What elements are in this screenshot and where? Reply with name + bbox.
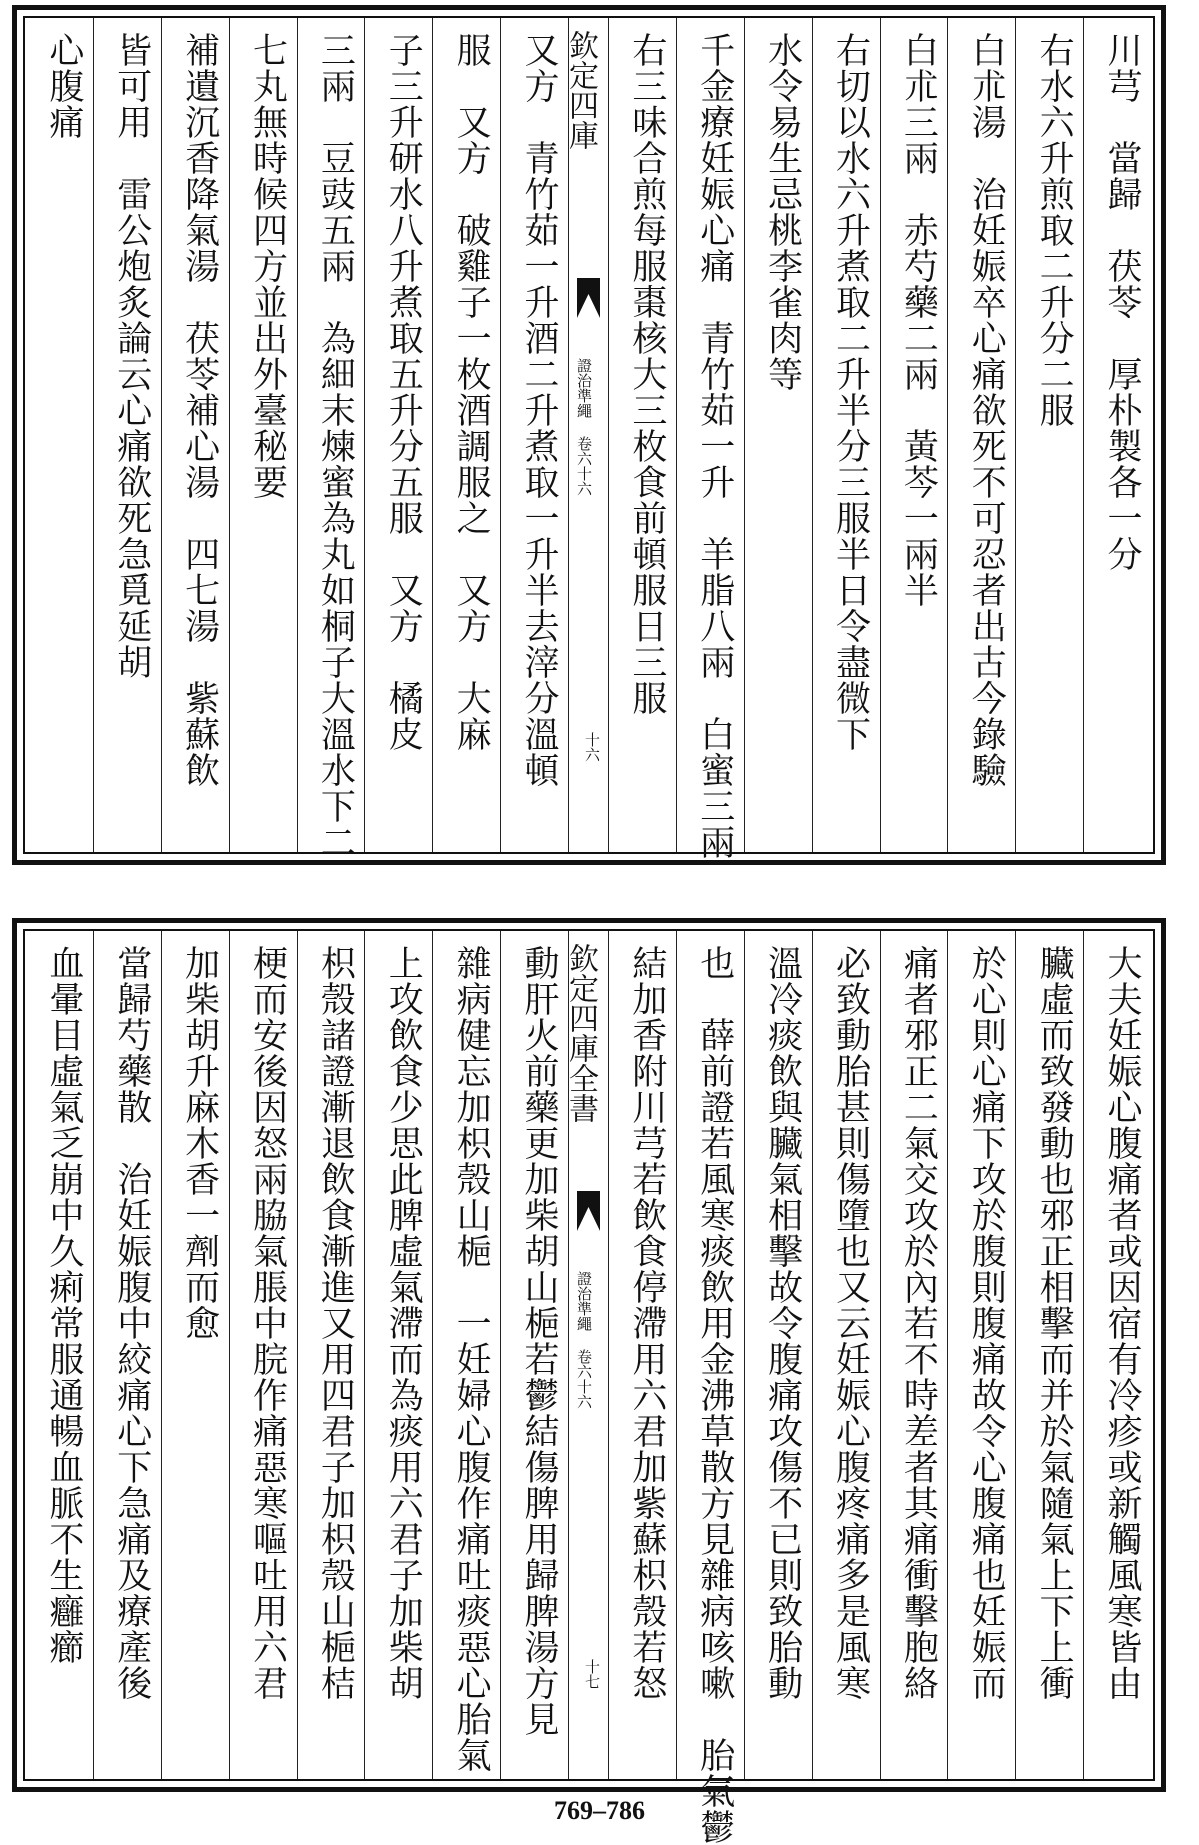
column-text: 右切以水六升煮取二升半分三服半日令盡微下 <box>830 32 871 752</box>
page-top-text-area <box>23 16 1155 860</box>
folio-number: 769–786 <box>554 1796 645 1825</box>
column-text: 補遺沉香降氣湯 茯苓補心湯 四七湯 紫蘇飲 <box>179 32 220 788</box>
column-text: 痛者邪正二氣交攻於內若不時差者其痛衝擊胞絡 <box>898 945 939 1701</box>
column-text: 心腹痛 <box>43 32 84 140</box>
text-column <box>432 931 500 1779</box>
column-text: 水令易生忌桃李雀肉等 <box>762 32 803 392</box>
text-column <box>880 931 948 1779</box>
header-title: 欽定四庫 <box>563 30 598 150</box>
column-text: 梗而安後因怒兩脇氣脹中脘作痛惡寒嘔吐用六君 <box>247 945 288 1701</box>
text-column <box>608 18 676 852</box>
text-column <box>161 931 229 1779</box>
text-column <box>812 931 880 1779</box>
header-page-number: 十七 <box>583 1659 601 1689</box>
column-text: 當歸芍藥散 治妊娠腹中絞痛心下急痛及療產後 <box>111 945 152 1701</box>
column-text: 子三升研水八升煮取五升分五服 又方 橘皮 <box>383 32 424 752</box>
text-column <box>744 931 812 1779</box>
header-title: 欽定四庫全書 <box>563 943 598 1123</box>
header-book-volume: 證治準繩 卷六十六 <box>575 1271 593 1409</box>
text-column <box>432 18 500 852</box>
column-text: 枳殼諸證漸退飲食漸進又用四君子加枳殼山梔桔 <box>315 945 356 1701</box>
text-column <box>744 18 812 852</box>
column-text: 上攻飲食少思此脾虛氣滯而為痰用六君子加柴胡 <box>383 945 424 1701</box>
center-fold-header <box>563 18 608 852</box>
column-text: 千金療妊娠心痛 青竹茹一升 羊脂八兩 白蜜三兩 <box>694 32 735 860</box>
column-text: 七丸無時候四方並出外臺秘要 <box>247 32 288 500</box>
text-column <box>364 931 432 1779</box>
text-column <box>25 931 93 1779</box>
text-column <box>93 18 161 852</box>
column-text: 於心則心痛下攻於腹則腹痛故令心腹痛也妊娠而 <box>966 945 1007 1701</box>
column-text: 右三味合煎每服棗核大三枚食前頓服日三服 <box>626 32 667 716</box>
text-column <box>297 18 365 860</box>
column-text: 又方 青竹茹一升酒二升煮取一升半去滓分溫頓 <box>519 32 559 788</box>
text-column <box>229 931 297 1779</box>
column-text: 溫冷痰飲與臟氣相擊故令腹痛攻傷不已則致胎動 <box>762 945 803 1701</box>
column-text: 白朮三兩 赤芍藥二兩 黃芩一兩半 <box>898 32 939 608</box>
text-column <box>229 18 297 852</box>
header-page-number: 十六 <box>583 732 601 762</box>
header-book-volume: 證治準繩 卷六十六 <box>575 358 593 496</box>
page-top <box>12 5 1166 865</box>
column-text: 雜病健忘加枳殼山梔 一妊婦心腹作痛吐痰惡心胎氣 <box>451 945 492 1773</box>
text-column <box>500 931 568 1779</box>
text-column <box>364 18 432 852</box>
text-column <box>1083 931 1151 1779</box>
column-text: 服 又方 破雞子一枚酒調服之 又方 大麻 <box>451 32 492 752</box>
column-text: 也 薛前證若風寒痰飲用金沸草散方見雜病咳嗽 胎氣鬱 <box>694 945 735 1845</box>
center-fold-header <box>563 931 608 1779</box>
column-text: 三兩 豆豉五兩 為細末煉蜜為丸如桐子大溫水下二 <box>315 32 356 860</box>
fish-tail-mark-icon <box>577 278 600 318</box>
column-text: 白朮湯 治妊娠卒心痛欲死不可忍者出古今錄驗 <box>966 32 1007 788</box>
text-column <box>25 18 93 852</box>
column-text: 皆可用 雷公炮炙論云心痛欲死急覓延胡 <box>111 32 152 680</box>
fish-tail-mark-icon <box>577 1191 600 1231</box>
column-text: 動肝火前藥更加柴胡山梔若鬱結傷脾用歸脾湯方見 <box>519 945 559 1737</box>
column-text: 川芎 當歸 茯苓 厚朴製各一分 <box>1102 32 1142 572</box>
column-text: 大夫妊娠心腹痛者或因宿有冷疹或新觸風寒皆由 <box>1102 945 1142 1701</box>
column-text: 結加香附川芎若飲食停滯用六君加紫蘇枳殼若怒 <box>626 945 667 1701</box>
text-column <box>880 18 948 852</box>
column-text: 必致動胎甚則傷墮也又云妊娠心腹疼痛多是風寒 <box>830 945 871 1701</box>
text-column <box>812 18 880 852</box>
text-column <box>161 18 229 852</box>
text-column <box>947 931 1015 1779</box>
text-column <box>947 18 1015 852</box>
column-text: 血暈目虛氣乏崩中久痢常服通暢血脈不生癰癤 <box>43 945 84 1665</box>
text-column <box>608 931 676 1779</box>
text-column <box>676 931 744 1845</box>
column-text: 加柴胡升麻木香一劑而愈 <box>179 945 220 1341</box>
text-column <box>93 931 161 1779</box>
text-column <box>1015 931 1083 1779</box>
text-column <box>500 18 568 852</box>
text-column <box>297 931 365 1779</box>
text-column <box>676 18 744 860</box>
column-text: 右水六升煎取二升分二服 <box>1034 32 1075 428</box>
text-column <box>1015 18 1083 852</box>
column-text: 臟虛而致發動也邪正相擊而并於氣隨氣上下上衝 <box>1034 945 1075 1701</box>
text-column <box>1083 18 1151 852</box>
